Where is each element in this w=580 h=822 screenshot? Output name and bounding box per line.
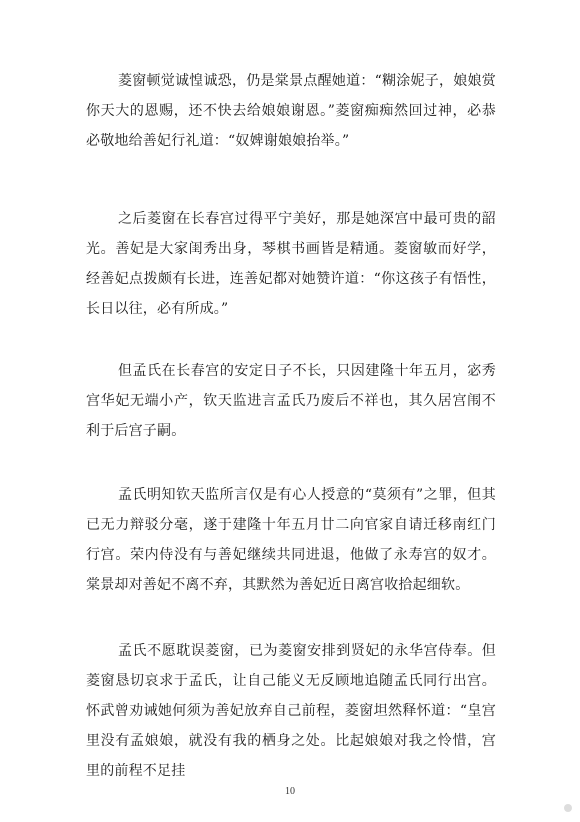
corner-dot-icon [564, 804, 572, 812]
paragraph-4: 孟氏明知钦天监所言仅是有心人授意的“莫须有”之罪，但其已无力辩驳分毫，遂于建隆十年五月廿二向官家自请迁移南红门行宫。荣内侍没有与善妃继续共同进退，他做了永寿宫的奴才。棠景却对善妃不离不弃，其默然为善妃近日离宫收拾起细软。 [86, 487, 496, 593]
paragraph-1: 菱窗顿觉诚惶诚恐，仍是棠景点醒她道：“糊涂妮子，娘娘赏你天大的恩赐，还不快去给娘娘谢恩。”菱窗痴痴然回过神，必恭必敬地给善妃行礼道：“奴婢谢娘娘抬举。” [86, 73, 496, 149]
paragraph-5: 孟氏不愿耽误菱窗，已为菱窗安排到贤妃的永华宫侍奉。但菱窗恳切哀求于孟氏，让自己能义无反顾地追随孟氏同行出宫。怀武曾劝诫她何须为善妃放弃自己前程，菱窗坦然释怀道：“皇宫里没有孟娘娘，就没有我的栖身之处。比起娘娘对我之怜惜，宫里的前程不足挂 [86, 643, 496, 779]
document-body [86, 66, 496, 822]
paragraph-2: 之后菱窗在长春宫过得平宁美好，那是她深宫中最可贵的韶光。善妃是大家闺秀出身，琴棋书画皆是精通。菱窗敏而好学，经善妃点拨颇有长进，连善妃都对她赞许道：“你这孩子有悟性，长日以往，必有所成。” [86, 211, 496, 317]
page-number: 10 [285, 786, 295, 797]
paragraph-3: 但孟氏在长春宫的安定日子不长，只因建隆十年五月，宓秀宫华妃无端小产，钦天监进言孟氏乃废后不祥也，其久居宫闱不利于后宫子嗣。 [86, 363, 496, 439]
